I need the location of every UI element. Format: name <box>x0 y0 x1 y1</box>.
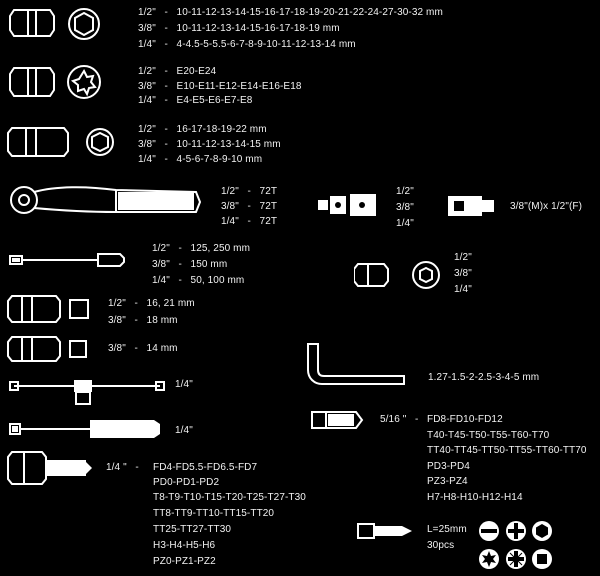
ratchet-icon <box>6 180 206 224</box>
t-bar-icon <box>6 374 166 410</box>
square-bit-profile-icon <box>531 548 553 570</box>
bit-line-3: TT40-TT45-TT50-TT55-TT60-TT70 <box>427 445 587 456</box>
spark-plug-line-1: 1/2" - 16, 21 mm <box>108 298 195 309</box>
bit-line-1: FD8-FD10-FD12 <box>427 414 503 425</box>
hex-key-label: 1.27-1.5-2-2.5-3-4-5 mm <box>428 372 540 383</box>
spark-plug-socket-small-icon <box>6 334 92 364</box>
extension-line-1: 1/2" - 125, 250 mm <box>152 243 251 254</box>
screwdriver-label: 1/4" <box>175 425 193 436</box>
hex-socket-line-2: 3/8" - 10-11-12-13-14-15-16-17-18-19 mm <box>138 23 340 34</box>
universal-joint-icon <box>316 190 384 226</box>
bit-socket-size: 1/4 " - <box>106 462 139 473</box>
hex-key-icon <box>302 340 412 388</box>
deep-socket-line-3: 1/4" - 4-5-6-7-8-9-10 mm <box>138 154 263 165</box>
screwdriver-icon <box>6 414 166 444</box>
socket-hex-icon <box>8 4 118 42</box>
deep-socket-icon <box>6 124 118 160</box>
bit-holder-line-3: 1/4" <box>454 284 472 295</box>
bit-line-6: H7-H8-H10-H12-H14 <box>427 492 523 503</box>
bit-socket-icon <box>6 448 96 488</box>
bit-socket-line-7: PZ0-PZ1-PZ2 <box>153 556 216 567</box>
adapter-icon <box>446 190 498 222</box>
socket-torx-icon <box>8 62 118 102</box>
bit-socket-line-2: PD0-PD1-PD2 <box>153 477 220 488</box>
hex-socket-line-3: 1/4" - 4-4.5-5-5.5-6-7-8-9-10-11-12-13-14 mm <box>138 39 356 50</box>
short-bit-length: L=25mm <box>427 524 467 535</box>
adapter-label: 3/8"(M)x 1/2"(F) <box>510 201 583 212</box>
ratchet-line-3: 1/4" - 72T <box>221 216 278 227</box>
pozi-bit-profile-icon <box>505 548 527 570</box>
ratchet-line-2: 3/8" - 72T <box>221 201 278 212</box>
torx-socket-line-1: 1/2" - E20-E24 <box>138 66 217 77</box>
t-bar-label: 1/4" <box>175 379 193 390</box>
extension-line-2: 3/8" - 150 mm <box>152 259 228 270</box>
bit-icon <box>308 406 368 434</box>
bit-line-4: PD3-PD4 <box>427 461 470 472</box>
bit-socket-line-5: TT25-TT27-TT30 <box>153 524 232 535</box>
slotted-bit-profile-icon <box>478 520 500 542</box>
spark-plug-small-line-1: 3/8" - 14 mm <box>108 343 178 354</box>
spark-plug-line-2: 3/8" - 18 mm <box>108 315 178 326</box>
bit-holder-socket-icon <box>354 258 448 292</box>
torx-socket-line-2: 3/8" - E10-E11-E12-E14-E16-E18 <box>138 81 302 92</box>
universal-joint-line-1: 1/2" <box>396 186 414 197</box>
hex-socket-line-1: 1/2" - 10-11-12-13-14-15-16-17-18-19-20-21-22-24-27-30-32 mm <box>138 7 443 18</box>
bit-holder-line-1: 1/2" <box>454 252 472 263</box>
deep-socket-line-2: 3/8" - 10-11-12-13-14-15 mm <box>138 139 281 150</box>
bit-holder-line-2: 3/8" <box>454 268 472 279</box>
torx-bit-profile-icon <box>478 548 500 570</box>
phillips-bit-profile-icon <box>505 520 527 542</box>
short-bit-icon <box>356 520 418 542</box>
spark-plug-socket-icon <box>6 292 92 326</box>
bit-line-2: T40-T45-T50-T55-T60-T70 <box>427 430 550 441</box>
universal-joint-line-3: 1/4" <box>396 218 414 229</box>
extension-bar-icon <box>6 246 130 274</box>
short-bit-count: 30pcs <box>427 540 455 551</box>
deep-socket-line-1: 1/2" - 16-17-18-19-22 mm <box>138 124 267 135</box>
bit-socket-line-1: FD4-FD5.5-FD6.5-FD7 <box>153 462 258 473</box>
bit-socket-line-3: T8-T9-T10-T15-T20-T25-T27-T30 <box>153 492 306 503</box>
hex-bit-profile-icon <box>531 520 553 542</box>
universal-joint-line-2: 3/8" <box>396 202 414 213</box>
torx-socket-line-3: 1/4" - E4-E5-E6-E7-E8 <box>138 95 253 106</box>
bit-socket-line-6: H3-H4-H5-H6 <box>153 540 216 551</box>
bit-line-5: PZ3-PZ4 <box>427 476 468 487</box>
extension-line-3: 1/4" - 50, 100 mm <box>152 275 245 286</box>
bit-size: 5/16 " - <box>380 414 419 425</box>
bit-socket-line-4: TT8-TT9-TT10-TT15-TT20 <box>153 508 275 519</box>
ratchet-line-1: 1/2" - 72T <box>221 186 278 197</box>
